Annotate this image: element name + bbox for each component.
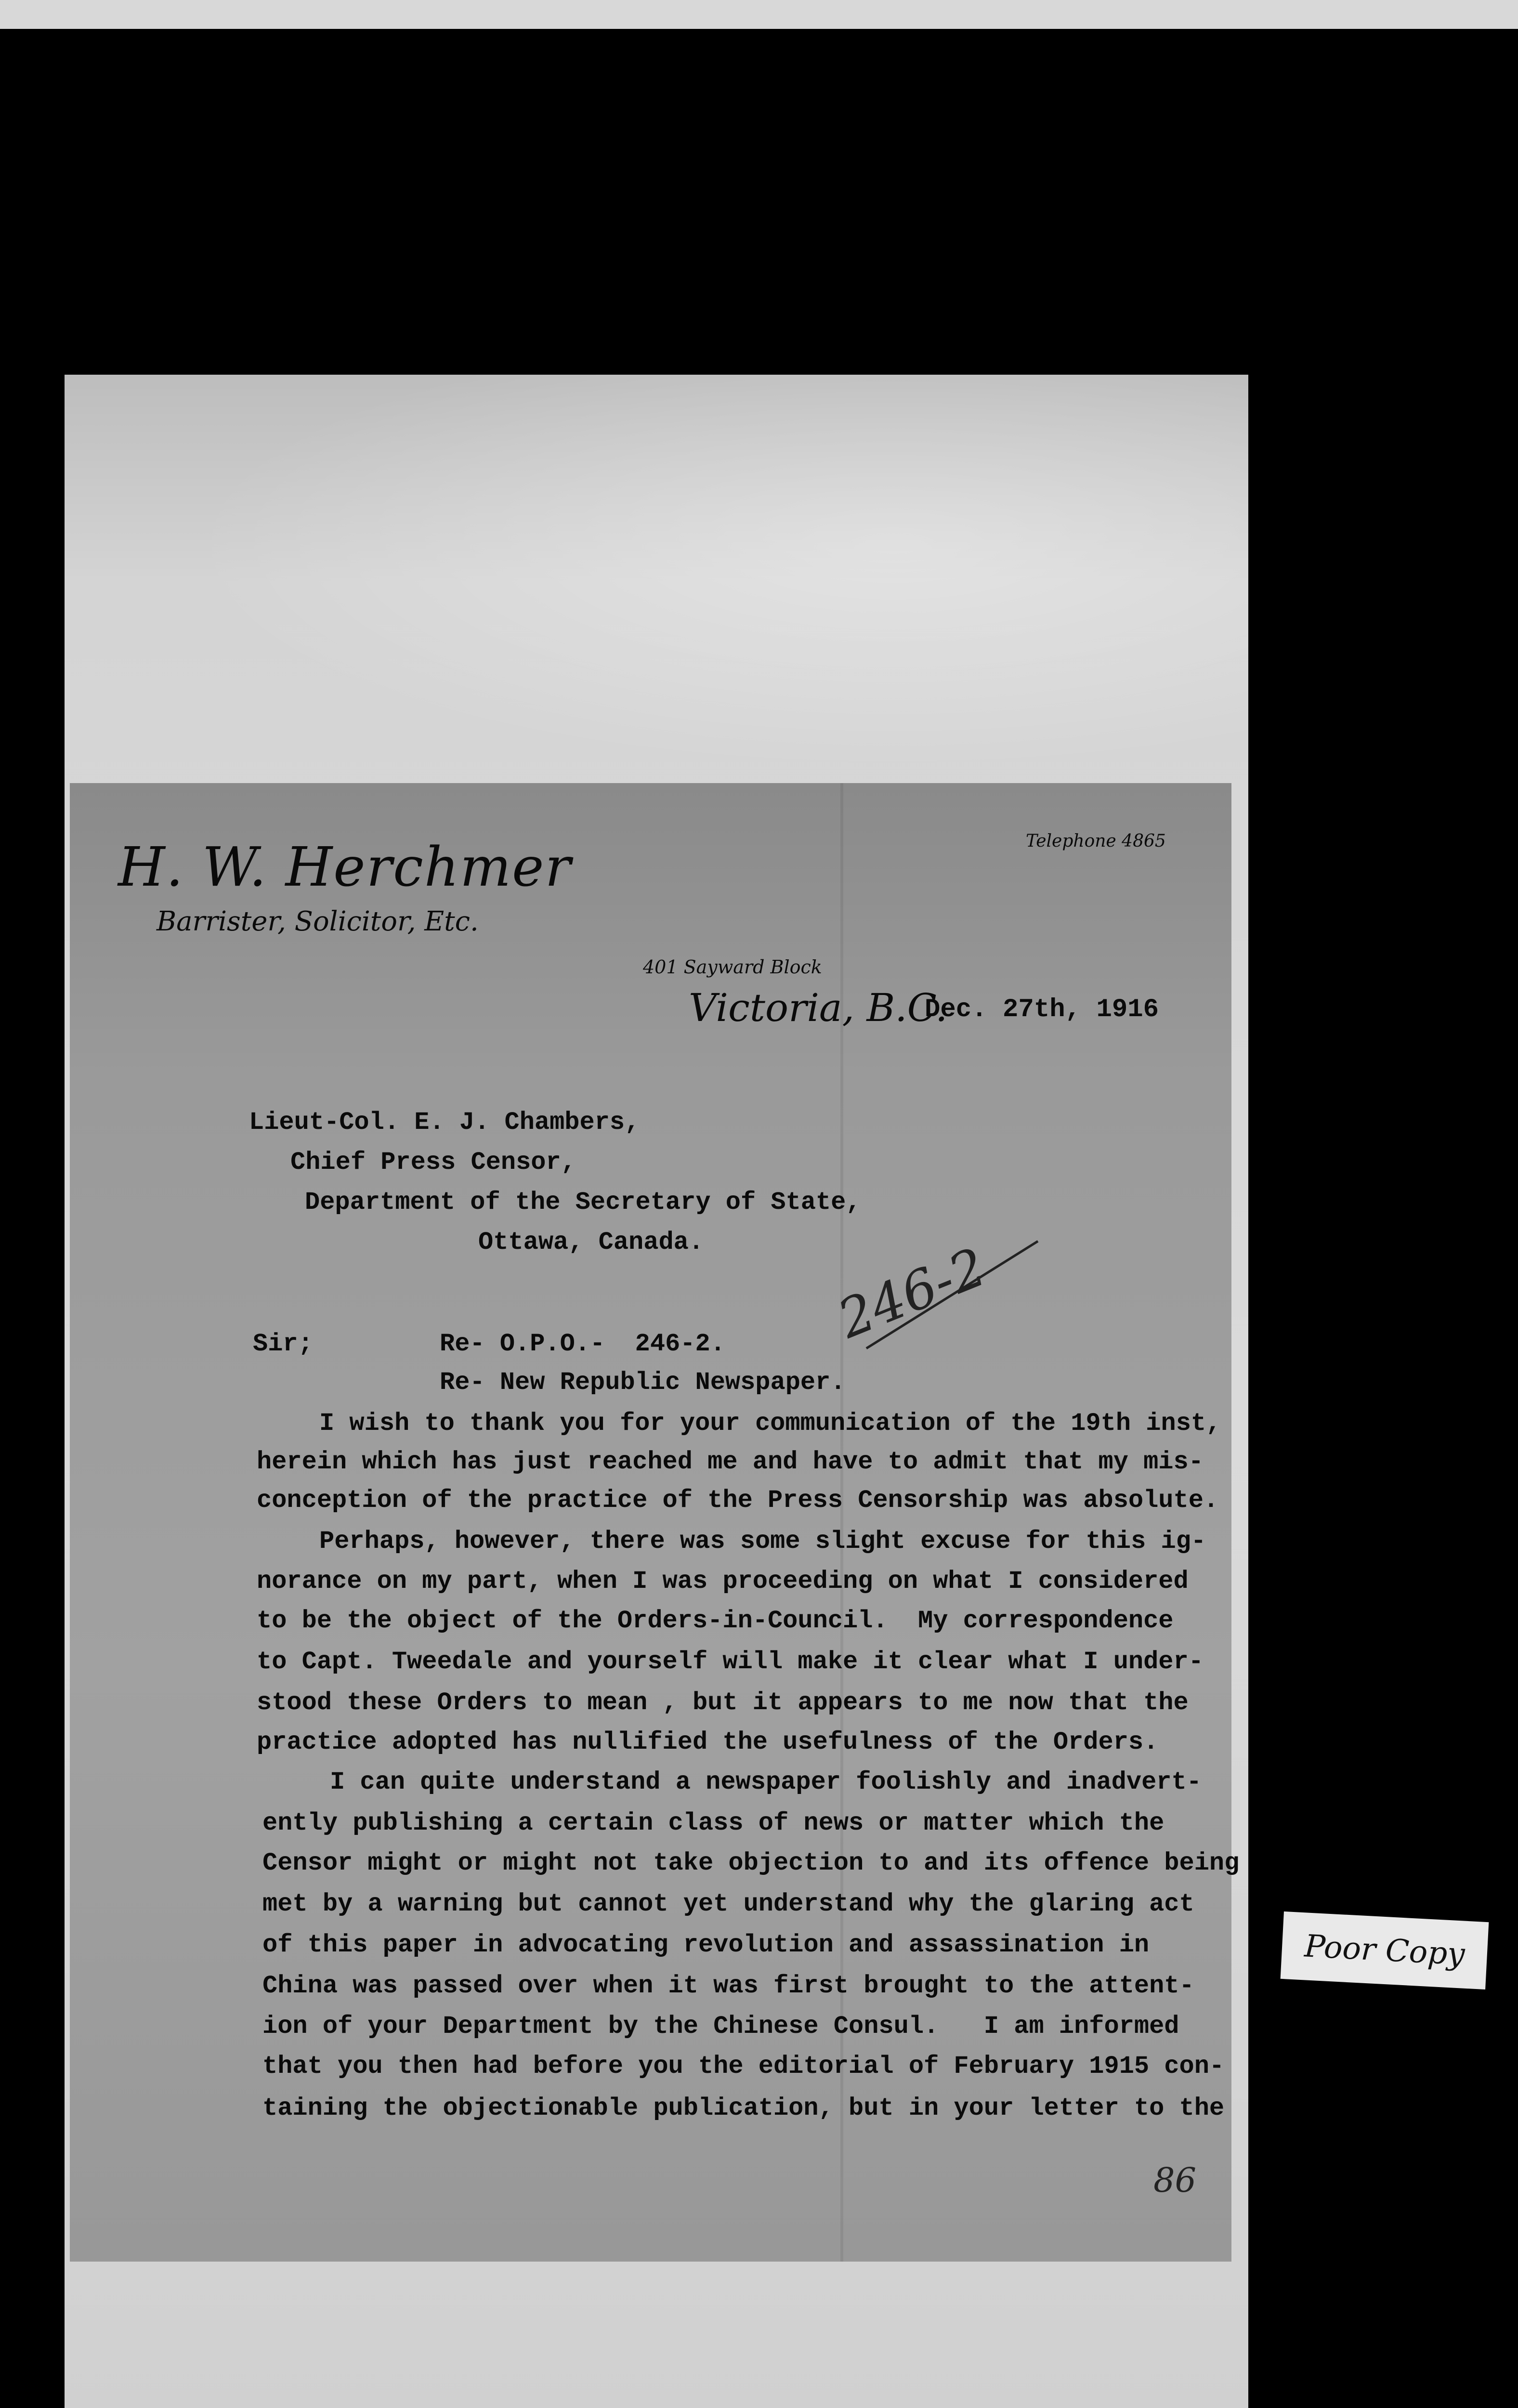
body-line: I wish to thank you for your communication of the 19th inst,: [319, 1409, 1221, 1438]
letterhead-title: Barrister, Solicitor, Etc.: [157, 906, 479, 937]
body-line: I can quite understand a newspaper foolishly and inadvert-: [330, 1768, 1202, 1796]
body-line: norance on my part, when I was proceeding on what I considered: [257, 1567, 1189, 1596]
letterhead-city: Victoria, B.C.: [689, 985, 948, 1030]
body-line: Censor might or might not take objection to and its offence being: [262, 1849, 1240, 1877]
body-line: stood these Orders to mean , but it appears to me now that the: [257, 1688, 1189, 1717]
letterhead-telephone: Telephone 4865: [1026, 831, 1166, 851]
body-line: ion of your Department by the Chinese Consul. I am informed: [262, 2012, 1179, 2041]
letterhead-name: H. W. Herchmer: [118, 836, 572, 899]
body-line: to be the object of the Orders-in-Council. My correspondence: [257, 1607, 1174, 1635]
reference-line: Re- New Republic Newspaper.: [440, 1368, 846, 1397]
recipient-line: Lieut-Col. E. J. Chambers,: [249, 1108, 640, 1137]
letter-date: Dec. 27th, 1916: [925, 995, 1159, 1024]
recipient-line: Ottawa, Canada.: [478, 1228, 704, 1256]
body-line: China was passed over when it was first brought to the attent-: [262, 1972, 1194, 2000]
body-line: conception of the practice of the Press Censorship was absolute.: [257, 1486, 1219, 1515]
reference-line: Re- O.P.O.- 246-2.: [440, 1330, 725, 1358]
letter-page: [70, 783, 1240, 2262]
handwritten-file-number: 246-2: [829, 1236, 995, 1350]
body-line: to Capt. Tweedale and yourself will make it clear what I under-: [257, 1648, 1204, 1676]
body-line: herein which has just reached me and have to admit that my mis-: [257, 1448, 1204, 1476]
body-line: that you then had before you the editorial of February 1915 con-: [262, 2052, 1225, 2081]
handwritten-page-number: 86: [1153, 2160, 1197, 2200]
body-line: practice adopted has nullified the usefulness of the Orders.: [257, 1728, 1159, 1756]
body-line: Perhaps, however, there was some slight excuse for this ig-: [319, 1527, 1206, 1556]
scan-top-edge: [0, 0, 1518, 29]
salutation: Sir;: [253, 1330, 313, 1358]
recipient-line: Chief Press Censor,: [290, 1148, 576, 1177]
body-line: ently publishing a certain class of news or matter which the: [262, 1809, 1165, 1837]
letterhead-address: 401 Sayward Block: [643, 956, 822, 978]
body-line: met by a warning but cannot yet understand why the glaring act: [262, 1890, 1194, 1918]
recipient-line: Department of the Secretary of State,: [305, 1188, 861, 1217]
poor-copy-note: Poor Copy: [1281, 1911, 1489, 1989]
body-line: taining the objectionable publication, but in your letter to the: [262, 2094, 1225, 2122]
body-line: of this paper in advocating revolution and assassination in: [262, 1931, 1150, 1959]
